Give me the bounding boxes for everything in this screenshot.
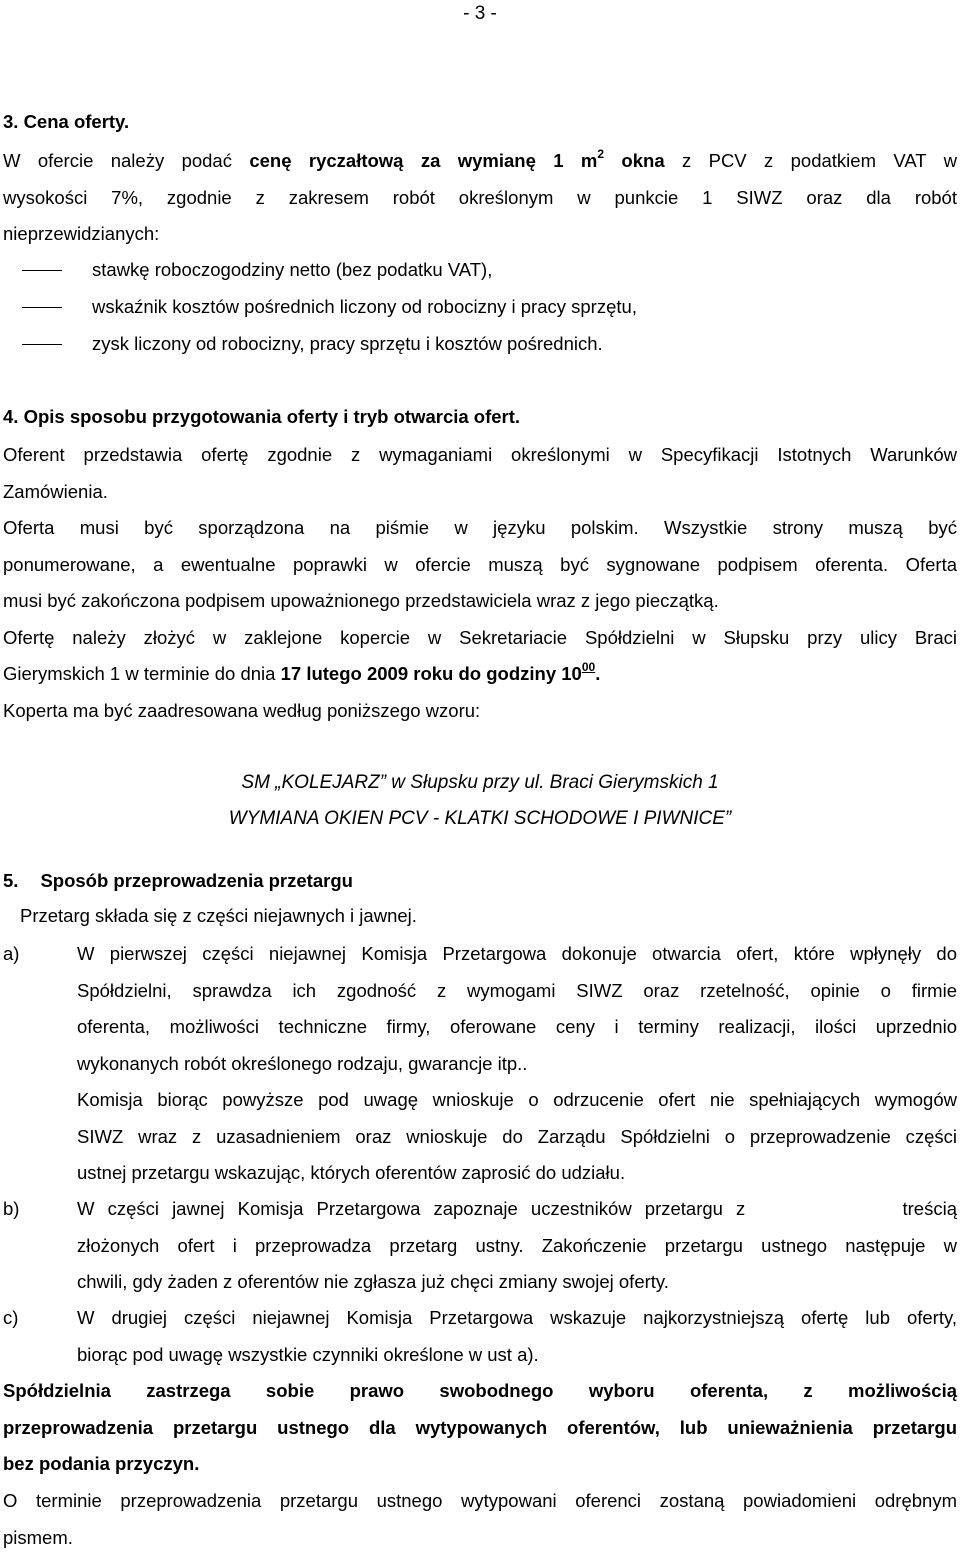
envelope-address-line-2: WYMIANA OKIEN PCV - KLATKI SCHODOWE I PIWNICE” [228, 808, 732, 829]
bullet-item: zysk liczony od robocizny, pracy sprzętu i kosztów pośrednich. [92, 333, 603, 354]
section-4-line-7: Gierymskich 1 w terminie do dnia 17 lutego 2009 roku do godziny $10^{00}$. [3, 659, 601, 684]
dash-bullet [22, 307, 62, 308]
section-5-intro: Przetarg składa się z części niejawnych i jawnej. [20, 905, 417, 926]
section-4-body [3, 437, 957, 729]
section-3-heading: 3. Cena oferty. [3, 111, 130, 132]
item-c-text: W drugiej części niejawnej Komisja Przetargowa wskazuje najkorzystniejszą ofertę lub oferty, biorąc pod uwagę wszystkie czynniki określone w ust a). [77, 1307, 957, 1365]
bullet-item: wskaźnik kosztów pośrednich liczony od robocizny i pracy sprzętu, [92, 296, 637, 317]
final-notice: O terminie przeprowadzenia przetargu ustnego wytypowani oferenci zostaną powiadomieni odrębnym pismem. [3, 1490, 957, 1548]
section-5-heading: 5. Sposób przeprowadzenia przetargu [3, 870, 353, 891]
section-4-heading: 4. Opis sposobu przygotowania oferty i tryb otwarcia ofert. [3, 406, 521, 427]
section-3-line-3: nieprzewidzianych: [3, 223, 160, 244]
section-4-line-2: Zamówienia. [3, 480, 108, 502]
section-3-line-1: W ofercie należy podać cenę ryczałtową za wymianę 1 $m^2$ okna z PCV z podatkiem VAT w [3, 146, 957, 171]
page-number: - 3 - [463, 3, 497, 24]
item-c-marker: c) [3, 1307, 19, 1328]
section-4-line-3: Oferta musi być sporządzona na piśmie w języku polskim. Wszystkie strony muszą być [3, 517, 957, 538]
section-4-line-1: Oferent przedstawia ofertę zgodnie z wymaganiami określonymi w Specyfikacji Istotnych Warunków [3, 444, 957, 465]
dash-bullet [22, 344, 62, 345]
section-3-line-2: wysokości 7%, zgodnie z zakresem robót określonym w punkcie 1 SIWZ oraz dla robót [3, 186, 957, 208]
section-4-line-8: Koperta ma być zaadresowana według poniższego wzoru: [3, 699, 481, 721]
envelope-address-line-1: SM „KOLEJARZ” w Słupsku przy ul. Braci Gierymskich 1 [241, 772, 719, 793]
item-b-marker: b) [3, 1198, 20, 1219]
section-4-line-5: musi być zakończona podpisem upoważnionego przedstawiciela wraz z jego pieczątką. [3, 590, 719, 611]
section-4-line-4: ponumerowane, a ewentualne poprawki w ofercie muszą być sygnowane podpisem oferenta. Oferta [3, 553, 957, 575]
bullet-item: stawkę roboczogodziny netto (bez podatku VAT), [92, 259, 493, 280]
section-3-paragraph [3, 143, 957, 253]
section-4-line-6: Ofertę należy złożyć w zaklejone kopercie w Sekretariacie Spółdzielni w Słupsku przy ulicy Braci [3, 626, 957, 648]
item-a-marker: a) [3, 943, 20, 964]
dash-bullet [22, 270, 62, 271]
reservation-clause: Spółdzielnia zastrzega sobie prawo swobodnego wyboru oferenta, z możliwością przeprowadzenia przetargu ustnego dla wytypowanych oferentów, lub unieważnienia przetargu bez podania przyczyn. [3, 1380, 957, 1474]
item-b-text: W części jawnej Komisja Przetargowa zapoznaje uczestników przetargu z treścią złożonych ofert i przeprowadza przetarg ustny. Zakończenie przetargu ustnego następuje w chwili, gdy żaden z oferentów nie zgłasza już chęci zmiany swojej oferty. [77, 1198, 957, 1292]
item-a-text: W pierwszej części niejawnej Komisja Przetargowa dokonuje otwarcia ofert, które wpłynęły do Spółdzielni, sprawdza ich zgodność z wymogami SIWZ oraz rzetelność, opinie o firmie oferenta, możliwości techniczne firmy, oferowane ceny i terminy realizacji, ilości uprzednio wykonanych robót określonego rodzaju, gwarancje itp.. Komisja biorąc powyższe pod uwagę wnioskuje o odrzucenie ofert nie spełniających wymogów SIWZ wraz z uzasadnieniem oraz wnioskuje do Zarządu Spółdzielni o przeprowadzenie części ustnej przetargu wskazując, których oferentów zaprosić do udziału. [77, 943, 957, 1183]
